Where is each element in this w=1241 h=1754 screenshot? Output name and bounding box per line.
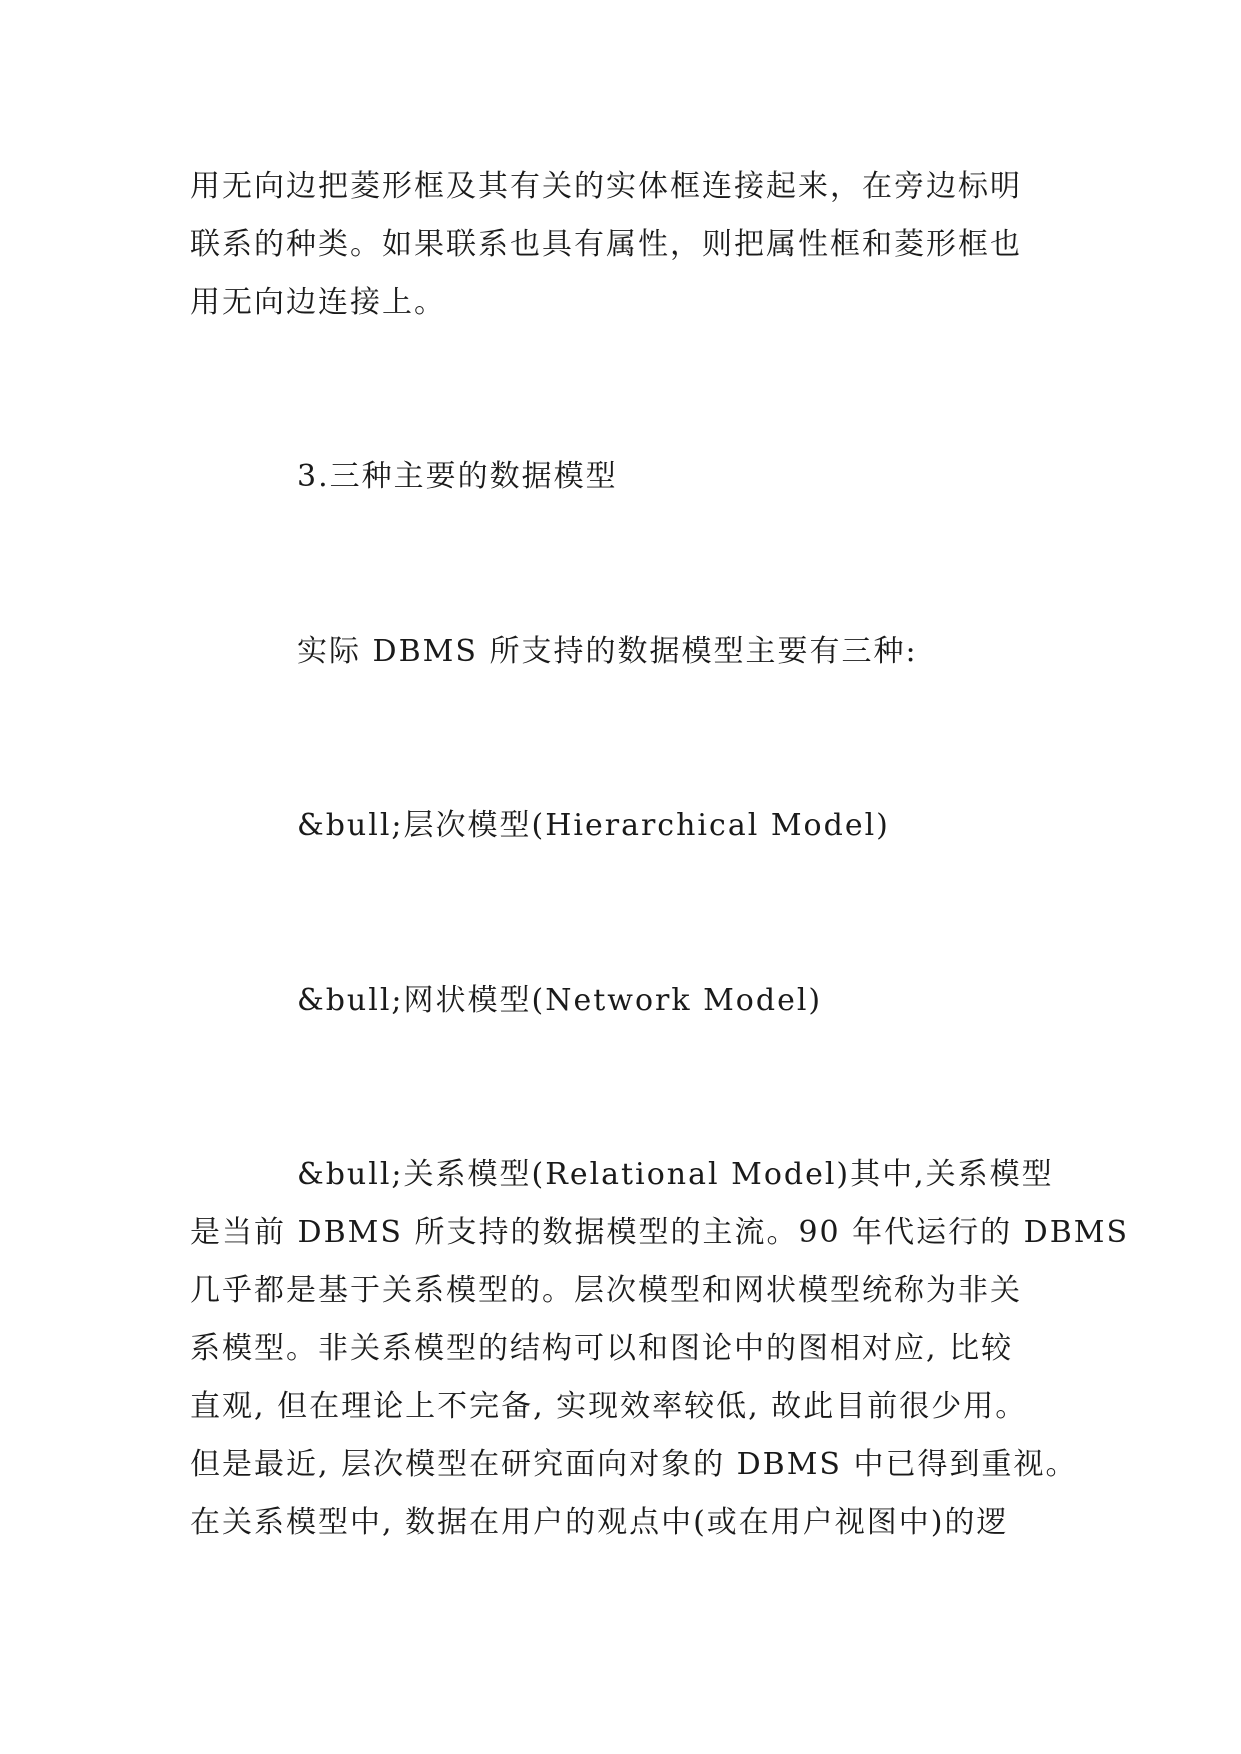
- paragraph-line: 用无向边把菱形框及其有关的实体框连接起来，在旁边标明: [190, 169, 1022, 204]
- paragraph-line: 几乎都是基于关系模型的。层次模型和网状模型统称为非关: [190, 1273, 1022, 1308]
- paragraph-line: 但是最近, 层次模型在研究面向对象的 DBMS 中已得到重视。: [190, 1447, 1078, 1482]
- paragraph-line: 直观, 但在理论上不完备, 实现效率较低, 故此目前很少用。: [190, 1389, 1028, 1424]
- bullet-hierarchical-model: &bull;层次模型(Hierarchical Model): [297, 808, 890, 843]
- bullet-relational-model: &bull;关系模型(Relational Model)其中,关系模型: [297, 1157, 1054, 1192]
- paragraph-line: 联系的种类。如果联系也具有属性，则把属性框和菱形框也: [190, 227, 1022, 262]
- bullet-network-model: &bull;网状模型(Network Model): [297, 983, 823, 1018]
- paragraph-line: 系模型。非关系模型的结构可以和图论中的图相对应, 比较: [190, 1331, 1014, 1366]
- section-heading: 3.三种主要的数据模型: [297, 459, 618, 494]
- paragraph-line: 在关系模型中, 数据在用户的观点中(或在用户视图中)的逻: [190, 1505, 1009, 1540]
- paragraph-line: 是当前 DBMS 所支持的数据模型的主流。90 年代运行的 DBMS: [190, 1215, 1130, 1250]
- paragraph-line: 用无向边连接上。: [190, 285, 446, 320]
- intro-line: 实际 DBMS 所支持的数据模型主要有三种:: [297, 634, 918, 669]
